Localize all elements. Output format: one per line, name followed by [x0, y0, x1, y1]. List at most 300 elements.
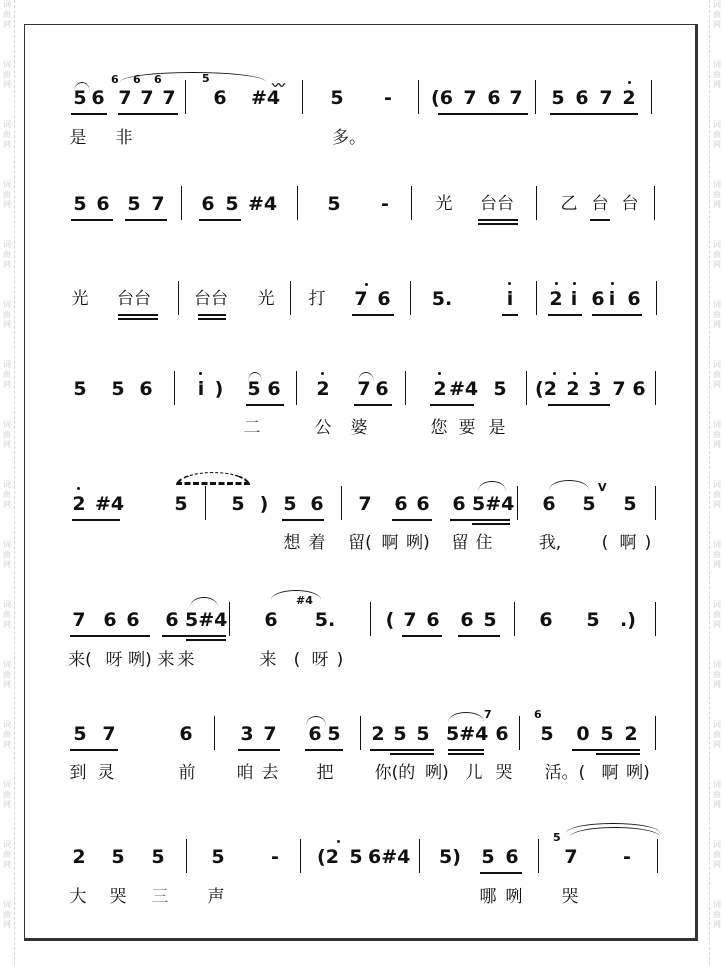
bar-line: [302, 80, 303, 114]
note: 7: [599, 87, 613, 109]
bar-line: [655, 602, 656, 636]
watermark: 词 曲 网: [713, 600, 721, 629]
percussion-syllable: 台台: [117, 289, 151, 309]
underline: [392, 519, 432, 521]
lyric: 到: [69, 763, 87, 783]
watermark: 词 曲 网: [3, 840, 11, 869]
note: 7: [263, 723, 277, 745]
note: 5: [330, 87, 344, 109]
octave-dot: [553, 372, 556, 375]
percussion-syllable: 打: [308, 289, 326, 309]
notation-row: [0, 287, 725, 313]
lyric: 你(的: [374, 763, 416, 783]
watermark: 词 曲 网: [3, 900, 11, 929]
watermark: 词 曲 网: [3, 480, 11, 509]
note: 5: [327, 193, 341, 215]
lyric: 咱: [236, 763, 254, 783]
watermark: 词 曲 网: [713, 180, 721, 209]
note: 5: [231, 493, 245, 515]
note: 5.: [431, 288, 453, 310]
bar-line: [517, 486, 518, 520]
underline: [458, 635, 500, 637]
lyric: 三: [151, 887, 169, 907]
underline: [448, 749, 484, 751]
lyric: ): [644, 533, 652, 553]
note: 2: [72, 846, 86, 868]
underline: [186, 639, 226, 641]
lyric: 去: [261, 763, 279, 783]
note: 2: [566, 378, 580, 400]
note: 5: [225, 193, 239, 215]
note: 6: [139, 378, 153, 400]
percussion-syllable: 台: [621, 194, 639, 214]
lyric: 咧): [425, 763, 449, 783]
note: (2: [535, 378, 557, 400]
note: 6: [91, 87, 105, 109]
octave-dot: [573, 282, 576, 285]
bar-line: [290, 281, 291, 315]
note: 5: [151, 846, 165, 868]
underline: [550, 113, 638, 115]
bar-line: [186, 839, 187, 873]
note: 6: [308, 723, 322, 745]
watermark: 词 曲 网: [3, 540, 11, 569]
lyric: 多。: [332, 128, 366, 148]
lyric: 啊: [619, 533, 637, 553]
note: 5: [586, 609, 600, 631]
lyric: 留: [451, 533, 469, 553]
lyric-row: [0, 416, 725, 442]
note: 0: [576, 723, 590, 745]
note: 5: [127, 193, 141, 215]
note: -: [623, 846, 631, 868]
underline: [596, 753, 640, 755]
underline: [198, 318, 226, 320]
bar-line: [536, 281, 537, 315]
lyric: 呀: [105, 650, 123, 670]
note: -: [381, 193, 389, 215]
lyric: 着: [308, 533, 326, 553]
note: 6: [632, 378, 646, 400]
watermark: 词 曲 网: [3, 660, 11, 689]
bar-line: [411, 186, 412, 220]
bar-line: [657, 839, 658, 873]
note: 7: [612, 378, 626, 400]
note: 6: [460, 609, 474, 631]
percussion-syllable: 光: [435, 194, 453, 214]
note: 7: [118, 87, 132, 109]
watermark: 词 曲 网: [713, 60, 721, 89]
underline: [199, 219, 241, 221]
note: 6: [539, 609, 553, 631]
lyric: 公: [314, 418, 332, 438]
note: 2: [433, 378, 447, 400]
octave-dot: [321, 372, 324, 375]
lyric: 来: [177, 650, 195, 670]
note: 7: [509, 87, 523, 109]
lyric: 大: [69, 887, 87, 907]
bar-line: [405, 371, 406, 405]
watermark: 词 曲 网: [713, 540, 721, 569]
note: 6: [103, 609, 117, 631]
note: 6: [487, 87, 501, 109]
underline: [450, 519, 510, 521]
note: 7: [357, 378, 371, 400]
octave-dot: [508, 282, 511, 285]
watermark: 词 曲 网: [3, 720, 11, 749]
bar-line: [538, 839, 539, 873]
underline: [246, 404, 284, 406]
lyric: 灵: [97, 763, 115, 783]
lyric: 咧): [626, 763, 650, 783]
lyric: 啊: [381, 533, 399, 553]
note: (: [385, 609, 395, 631]
lyric: 活。(: [544, 763, 586, 783]
note: 5: [393, 723, 407, 745]
note: -: [384, 87, 392, 109]
note: 6: [416, 493, 430, 515]
underline: [548, 404, 610, 406]
note: 5: [483, 609, 497, 631]
note: 6: [126, 609, 140, 631]
bar-line: [205, 486, 206, 520]
note: i: [608, 288, 616, 310]
note: 6: [495, 723, 509, 745]
underline: [390, 753, 434, 755]
note: 5: [540, 723, 554, 745]
octave-dot: [573, 372, 576, 375]
note: 5: [111, 378, 125, 400]
notation-row: 5 6 7 7 7 6 #4 5 - (6 7 6 7 5 6 7 2 6 6 6 5 〰: [0, 86, 725, 112]
lyric: 哭: [109, 887, 127, 907]
note: 5.: [314, 609, 336, 631]
watermark: 词 曲 网: [3, 600, 11, 629]
watermark: 词 曲 网: [713, 300, 721, 329]
underline: [70, 749, 118, 751]
note: 5: [481, 846, 495, 868]
bar-line: [300, 839, 301, 873]
underline: [572, 749, 640, 751]
underline: [118, 318, 158, 320]
bar-line: [370, 602, 371, 636]
bar-line: [655, 486, 656, 520]
paren: ): [259, 493, 269, 515]
lyric: 来: [157, 650, 175, 670]
watermark: 词 曲 网: [713, 240, 721, 269]
octave-dot: [611, 282, 614, 285]
bar-line: [654, 186, 655, 220]
percussion-syllable: 台: [591, 194, 609, 214]
lyric: 您: [430, 418, 448, 438]
note: 5#4: [472, 493, 515, 515]
bar-line: [214, 716, 215, 750]
note: i: [506, 288, 514, 310]
notation-row: 7 6 6 6 5#4 6 5. ( 7 6 6 5 6 5 .) #4: [0, 608, 725, 634]
note: 7: [358, 493, 372, 515]
lyric-row: [0, 761, 725, 787]
note: 5: [211, 846, 225, 868]
underline: [502, 314, 518, 316]
note: 5#4: [185, 609, 228, 631]
lyric: 来(: [68, 650, 92, 670]
octave-dot: [555, 282, 558, 285]
lyric: 来: [259, 650, 277, 670]
bar-line: [536, 186, 537, 220]
bar-line: [514, 602, 515, 636]
underline: [548, 314, 582, 316]
underline: [118, 113, 178, 115]
underline: [198, 314, 226, 316]
octave-dot: [628, 81, 631, 84]
note: 5: [73, 378, 87, 400]
note: #4: [248, 193, 278, 215]
note: 6: [575, 87, 589, 109]
notation-row: 2 #4 5 5 ) 5 6 7 6 6 6 5#4 6 5 5 V: [0, 492, 725, 518]
note: 5: [283, 493, 297, 515]
octave-dot: [438, 372, 441, 375]
notation-row: [0, 192, 725, 218]
bar-line: [297, 186, 298, 220]
bar-line: [655, 371, 656, 405]
note: (6: [431, 87, 453, 109]
bar-line: [655, 716, 656, 750]
lyric: 是: [488, 418, 506, 438]
trill-ornament: 〰: [272, 79, 286, 94]
underline: [354, 404, 392, 406]
underline: [305, 749, 343, 751]
watermark: 词 曲 网: [713, 0, 721, 29]
watermark: 词 曲 网: [3, 360, 11, 389]
note: 7: [151, 193, 165, 215]
note: 5: [623, 493, 637, 515]
watermark: 词 曲 网: [713, 900, 721, 929]
octave-dot: [595, 372, 598, 375]
paren: ): [214, 378, 224, 400]
note: 2: [549, 288, 563, 310]
note: 5: [600, 723, 614, 745]
note: 6: [591, 288, 605, 310]
note: 6: [201, 193, 215, 215]
note: 7: [403, 609, 417, 631]
notation-row: [0, 377, 725, 403]
lyric: ): [336, 650, 344, 670]
note: 6: [375, 378, 389, 400]
bar-line: [296, 371, 297, 405]
note: 2: [624, 723, 638, 745]
note: 5: [493, 378, 507, 400]
percussion-syllable: 乙: [560, 194, 578, 214]
lyric: 哪: [479, 887, 497, 907]
note: -: [271, 846, 279, 868]
lyric: 是: [69, 128, 87, 148]
lyric: 非: [115, 128, 133, 148]
note: 5: [73, 87, 87, 109]
note: 3: [588, 378, 602, 400]
bar-line: [174, 371, 175, 405]
octave-dot: [365, 283, 368, 286]
underline: [162, 635, 226, 637]
note: 7: [102, 723, 116, 745]
underline: [590, 219, 610, 221]
note: .): [620, 609, 636, 631]
note: 2: [622, 87, 636, 109]
bar-line: [526, 371, 527, 405]
bar-line: [656, 281, 657, 315]
note: 2: [72, 493, 86, 515]
lyric-row: [0, 648, 725, 674]
octave-dot: [77, 487, 80, 490]
note: 5: [111, 846, 125, 868]
note: 5: [582, 493, 596, 515]
octave-dot: [199, 372, 202, 375]
note: #4: [449, 378, 479, 400]
note: 7: [354, 288, 368, 310]
lyric: 前: [178, 763, 196, 783]
lyric-row: [0, 126, 725, 152]
note: 5#4: [446, 723, 489, 745]
watermark: 词 曲 网: [3, 180, 11, 209]
lyric: 住: [475, 533, 493, 553]
bar-line: [418, 80, 419, 114]
bar-line: [651, 80, 652, 114]
note: 6: [264, 609, 278, 631]
bar-line: [341, 486, 342, 520]
note: 5: [174, 493, 188, 515]
lyric-row: [0, 531, 725, 557]
note: 5: [327, 723, 341, 745]
note: 7: [162, 87, 176, 109]
note: 6: [213, 87, 227, 109]
note: 7: [463, 87, 477, 109]
watermark: 词 曲 网: [3, 0, 11, 29]
underline: [592, 314, 642, 316]
note: 6: [505, 846, 519, 868]
lyric: 哭: [495, 763, 513, 783]
bar-line: [229, 602, 230, 636]
underline: [282, 519, 324, 521]
note: 6: [426, 609, 440, 631]
lyric: 啊: [601, 763, 619, 783]
note: 6: [627, 288, 641, 310]
note: 6: [377, 288, 391, 310]
lyric: 呀: [311, 650, 329, 670]
watermark: 词 曲 网: [713, 660, 721, 689]
underline: [402, 635, 442, 637]
watermark: 词 曲 网: [3, 120, 11, 149]
note: 6: [394, 493, 408, 515]
note: 5): [439, 846, 461, 868]
note: 6: [542, 493, 556, 515]
lyric-row: [0, 885, 725, 911]
lyric: 要: [458, 418, 476, 438]
octave-dot: [337, 840, 340, 843]
percussion-syllable: 光: [257, 289, 275, 309]
lyric: 把: [316, 763, 334, 783]
underline: [430, 404, 474, 406]
note: 6: [267, 378, 281, 400]
underline: [72, 519, 120, 521]
watermark: 词 曲 网: [713, 120, 721, 149]
percussion-syllable: 台台: [480, 194, 514, 214]
watermark: 词 曲 网: [3, 300, 11, 329]
bar-line: [360, 716, 361, 750]
underline: [438, 113, 528, 115]
lyric: 想: [283, 533, 301, 553]
watermark: 词 曲 网: [713, 720, 721, 749]
note: 7: [564, 846, 578, 868]
note: 6#4: [368, 846, 411, 868]
underline: [370, 749, 434, 751]
note: 5: [247, 378, 261, 400]
underline: [70, 635, 150, 637]
underline: [71, 113, 107, 115]
bar-line: [181, 186, 182, 220]
lyric: 咧): [406, 533, 430, 553]
notation-row: 5 7 6 3 7 6 5 2 5 5 5#4 6 5 0 5 2 7 6: [0, 722, 725, 748]
note: #4: [251, 87, 281, 109]
watermark: 词 曲 网: [713, 480, 721, 509]
watermark: 词 曲 网: [713, 780, 721, 809]
underline: [352, 314, 394, 316]
underline: [478, 219, 518, 221]
note: 6: [179, 723, 193, 745]
score-frame: [24, 24, 698, 941]
lyric: (: [293, 650, 301, 670]
lyric: 咧: [505, 887, 523, 907]
note: 7: [72, 609, 86, 631]
underline: [480, 872, 522, 874]
watermark: 词 曲 网: [3, 240, 11, 269]
watermark: 词 曲 网: [3, 420, 11, 449]
underline: [238, 749, 280, 751]
note: 6: [310, 493, 324, 515]
note: i: [570, 288, 578, 310]
underline: [71, 219, 113, 221]
watermark: 词 曲 网: [3, 780, 11, 809]
note: 6: [96, 193, 110, 215]
notation-row: 2 5 5 5 - (2 5 6#4 5) 5 6 7 - 5: [0, 845, 725, 871]
note: 2: [316, 378, 330, 400]
lyric: 咧): [128, 650, 152, 670]
underline: [448, 753, 484, 755]
watermark: 词 曲 网: [713, 360, 721, 389]
bar-line: [519, 716, 520, 750]
watermark: 词 曲 网: [3, 60, 11, 89]
underline: [125, 219, 167, 221]
note: 3: [240, 723, 254, 745]
lyric: 我,: [538, 533, 562, 553]
note: 7: [140, 87, 154, 109]
lyric: 声: [207, 887, 225, 907]
double-underline: [478, 223, 518, 225]
percussion-syllable: 台台: [194, 289, 228, 309]
lyric: 婆: [350, 418, 368, 438]
note: i: [197, 378, 205, 400]
note: 5: [551, 87, 565, 109]
lyric: 儿: [465, 763, 483, 783]
lyric: 二: [243, 418, 261, 438]
underline: [472, 523, 510, 525]
bar-line: [178, 281, 179, 315]
watermark: 词 曲 网: [713, 420, 721, 449]
watermark: 词 曲 网: [713, 840, 721, 869]
note: 6: [452, 493, 466, 515]
note: 5: [73, 723, 87, 745]
lyric: 哭: [561, 887, 579, 907]
underline: [118, 314, 158, 316]
note: 5: [73, 193, 87, 215]
percussion-syllable: 光: [71, 289, 89, 309]
